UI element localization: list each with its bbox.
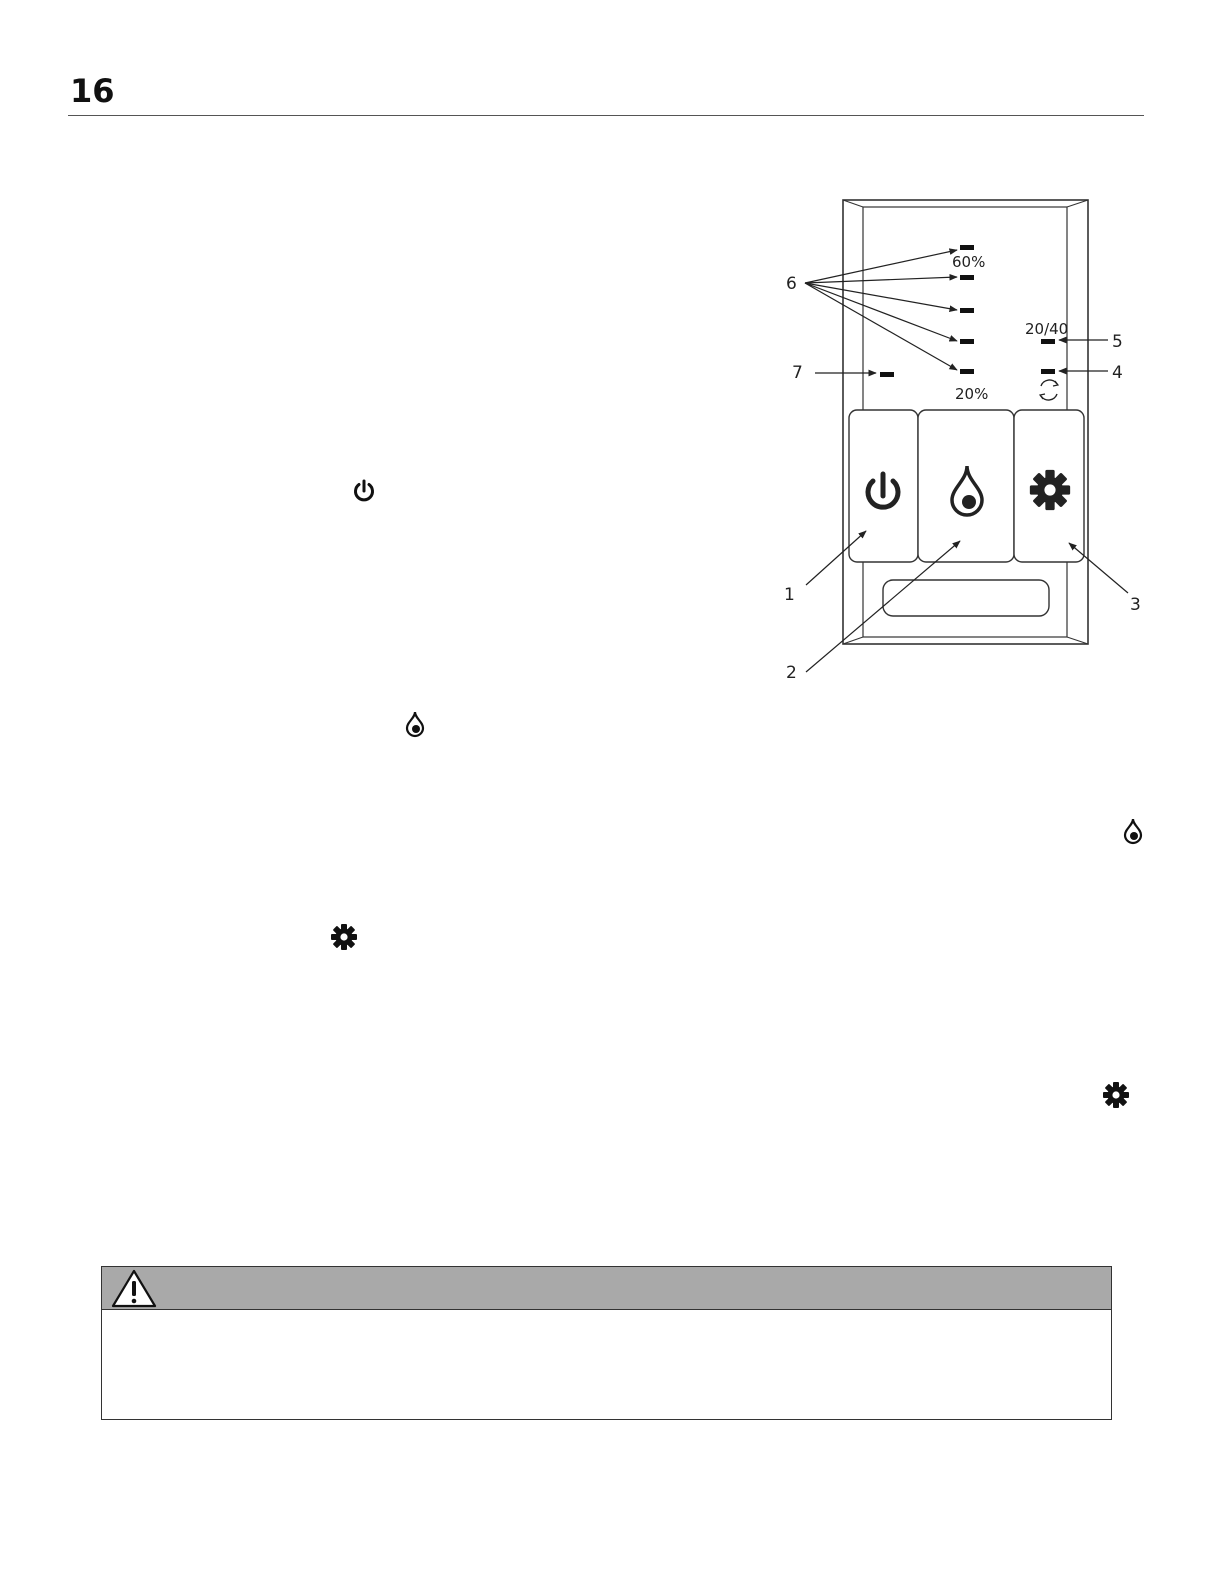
level-label-top: 60% xyxy=(952,253,986,271)
humidity-level-led xyxy=(960,275,974,280)
power-led xyxy=(880,372,894,377)
header-rule xyxy=(68,115,1144,116)
gear-icon xyxy=(330,923,358,951)
humidity-level-led xyxy=(960,308,974,313)
warning-header xyxy=(102,1267,1111,1310)
gear-icon xyxy=(1030,470,1070,510)
warning-box xyxy=(101,1266,1112,1420)
callout-4: 4 xyxy=(1112,363,1123,383)
humidity-level-led xyxy=(960,339,974,344)
warning-triangle-icon xyxy=(110,1268,158,1308)
humidity-button[interactable] xyxy=(918,410,1014,562)
humidity-drop-icon xyxy=(1121,817,1145,845)
callout-2: 2 xyxy=(786,663,797,683)
callout-7: 7 xyxy=(792,363,803,383)
callout-5: 5 xyxy=(1112,332,1123,352)
control-panel-diagram xyxy=(770,190,1160,690)
callout-6: 6 xyxy=(786,274,797,294)
power-button[interactable] xyxy=(849,410,918,562)
page-number: 16 xyxy=(70,72,115,110)
humidity-level-led xyxy=(960,369,974,374)
power-icon xyxy=(351,478,377,504)
gear-icon xyxy=(1102,1081,1130,1109)
mode-led xyxy=(1041,339,1055,344)
callout-3: 3 xyxy=(1130,595,1141,615)
level-label-bottom: 20% xyxy=(955,385,989,403)
mode-label: 20/40 xyxy=(1025,320,1069,338)
cycle-led xyxy=(1041,369,1055,374)
settings-button[interactable] xyxy=(1014,410,1084,562)
humidity-level-led xyxy=(960,245,974,250)
humidity-drop-icon xyxy=(403,710,427,738)
callout-1: 1 xyxy=(784,585,795,605)
